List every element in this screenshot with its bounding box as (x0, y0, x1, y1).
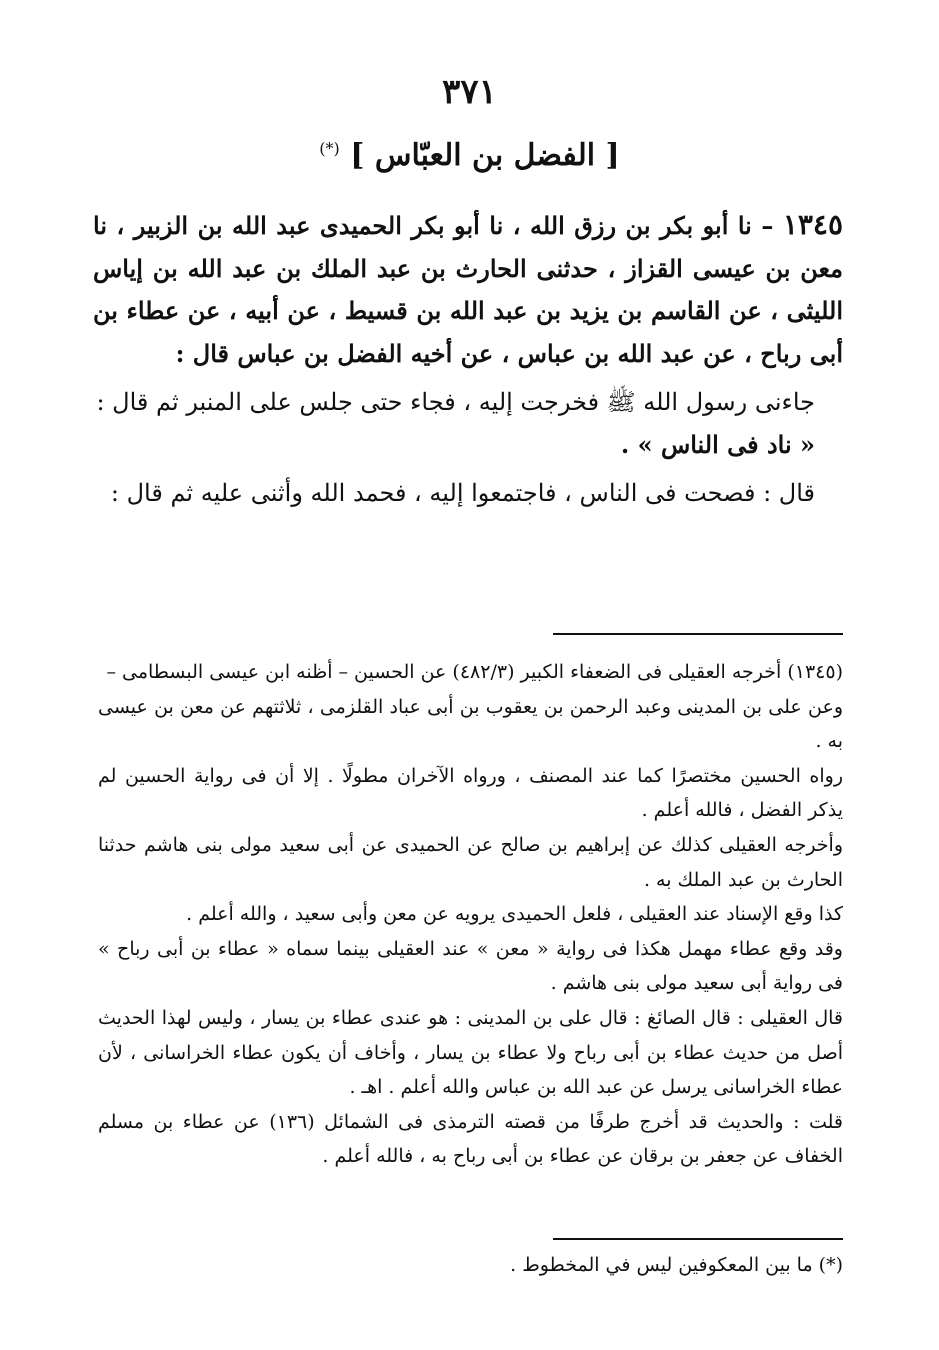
hadith-matn-quote: « ناد فى الناس » . (620, 429, 815, 459)
chapter-title-footnote-marker: (*) (319, 139, 340, 158)
hadith-matn-2: قال : فصحت فى الناس ، فاجتمعوا إليه ، فحمد الله وأثنى عليه ثم قال : (110, 479, 815, 507)
note-paragraph: (١٣٤٥) أخرجه العقيلى فى الضعفاء الكبير (٤٨٢/٣) عن الحسين – أظنه ابن عيسى البسطامى – (106, 661, 843, 683)
note-paragraph: وعن على بن المدينى وعبد الرحمن بن يعقوب بن أبى عباد القلزمى ، ثلاثتهم عن معن بن عيسى به . (98, 695, 843, 753)
note-paragraph: قلت : والحديث قد أخرج طرفًا من قصته الترمذى فى الشمائل (١٣٦) عن عطاء بن مسلم الخفاف عن جعفر بن برقان عن عطاء بن أبى رباح به ، فالله أعلم . (98, 1110, 843, 1168)
hadith-number: ١٣٤٥ (782, 208, 843, 241)
note-paragraph: وأخرجه العقيلى كذلك عن إبراهيم بن صالح عن الحميدى عن أبى سعيد مولى بنى هاشم حدثنا الحارث بن عبد الملك به . (98, 833, 843, 891)
page-number: ٣٧١ (442, 72, 497, 112)
hadith-text (93, 204, 843, 515)
note-paragraph: وقد وقع عطاء مهمل هكذا فى رواية « معن » عند العقيلى بينما سماه « عطاء بن أبى رباح » فى رواية أبى سعيد مولى بنى هاشم . (98, 937, 843, 995)
note-paragraph: قال العقيلى : قال الصائغ : قال على بن المدينى : هو عندى عطاء بن يسار ، وليس لهذا الحديث أصل من حديث عطاء بن أبى رباح ولا عطاء بن يسار ، وأخاف أن يكون عطاء الخراسانى ، لأن عطاء الخراسانى يرسل عن عبد الله بن عباس والله أعلم . اهـ . (98, 1006, 843, 1099)
chapter-title (0, 138, 939, 173)
page-footnote: (*) ما بين المعكوفين ليس في المخطوط . (510, 1254, 843, 1276)
notes-divider (553, 633, 843, 635)
note-paragraph: كذا وقع الإسناد عند العقيلى ، فلعل الحميدى يرويه عن معن وأبى سعيد ، والله أعلم . (186, 903, 843, 926)
note-paragraph: رواه الحسين مختصرًا كما عند المصنف ، ورواه الآخران مطولًا . إلا أن فى رواية الحسين لم يذكر الفضل ، فالله أعلم . (98, 764, 843, 822)
hadith-isnad: – نا أبو بكر بن رزق الله ، نا أبو بكر الحميدى عبد الله بن الزبير ، نا معن بن عيسى القزاز ، حدثنى الحارث بن عبد الملك بن عبد الله بن إياس الليثى ، عن القاسم بن يزيد بن عبد الله بن قسيط ، عن أبيه ، عن عطاء بن أبى رباح ، عن عبد الله بن عباس ، عن أخيه الفضل بن عباس قال : (93, 211, 843, 368)
hadith-matn-1: جاءنى رسول الله ﷺ فخرجت إليه ، فجاء حتى جلس على المنبر ثم قال : (96, 388, 815, 416)
hadith-isnad-paragraph (93, 204, 843, 375)
takhrij-notes (98, 655, 843, 1174)
chapter-title-text: [ الفضل بن العبّاس ] (350, 138, 620, 173)
footnote-divider (553, 1238, 843, 1240)
